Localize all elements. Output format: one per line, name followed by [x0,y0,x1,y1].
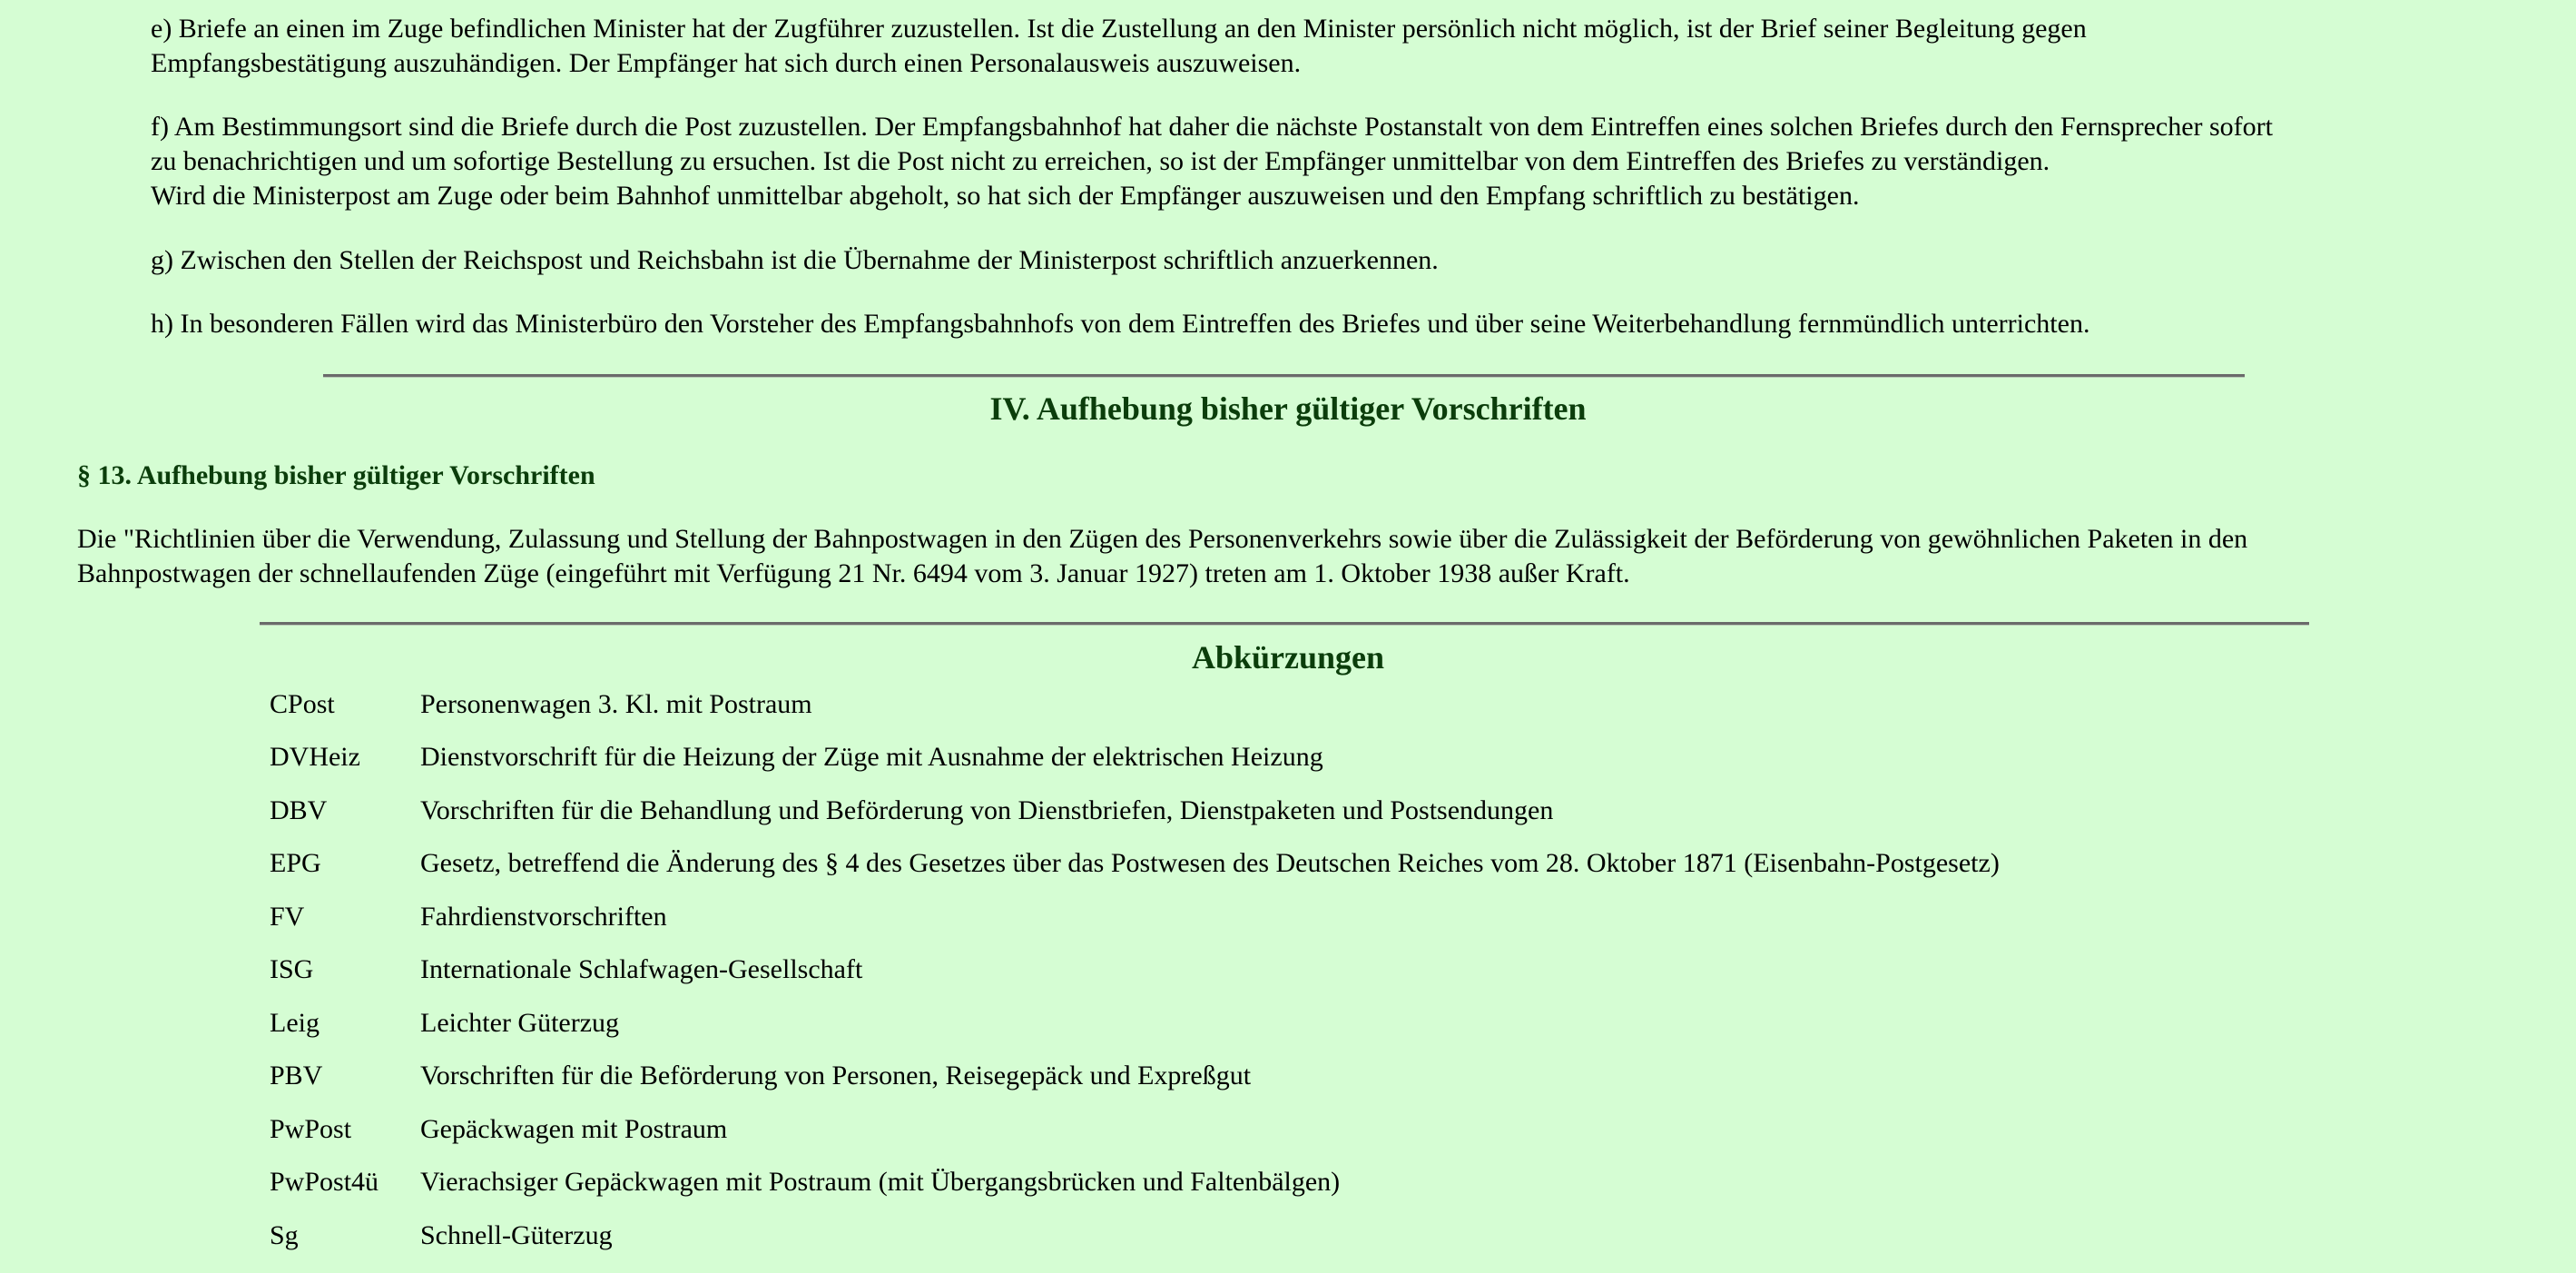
abbreviation-meaning: Dienstvorschrift für die Heizung der Züge mit Ausnahme der elektrischen Heizung [420,742,1323,772]
abbreviation-key: CPost [270,689,335,719]
abbreviation-key: EPG [270,848,321,878]
paragraph-text-line-1: Die "Richtlinien über die Verwendung, Zulassung und Stellung der Bahnpostwagen in den Zügen des Personenverkehrs sowie über die Zulässigkeit der Beförderung von gewöhnlichen Paketen in den [77,524,2248,554]
abbreviation-key: FV [270,902,305,932]
abbreviation-meaning: Vierachsiger Gepäckwagen mit Postraum (mit Übergangsbrücken und Faltenbälgen) [420,1167,1341,1197]
item-f [151,110,2273,213]
paragraph-text [77,522,2247,591]
abbreviation-meaning: Internationale Schlafwagen-Gesellschaft [420,954,863,984]
paragraph-text-line-2: Bahnpostwagen der schnellaufenden Züge (eingeführt mit Verfügung 21 Nr. 6494 vom 3. Januar 1927) treten am 1. Oktober 1938 außer Kraft. [77,558,1630,588]
abbreviation-key: Leig [270,1008,320,1038]
abbreviation-meaning: Gepäckwagen mit Postraum [420,1114,728,1144]
abbreviation-meaning: Fahrdienstvorschriften [420,902,667,932]
item-e-line-2: Empfangsbestätigung auszuhändigen. Der Empfänger hat sich durch einen Personalausweis auszuweisen. [151,48,1302,78]
item-h: h) In besonderen Fällen wird das Ministerbüro den Vorsteher des Empfangsbahnhofs von dem Eintreffen des Briefes und über seine Weiterbehandlung fernmündlich unterrichten. [151,309,2090,339]
abbreviation-key: PwPost4ü [270,1167,379,1197]
item-f-line-2: zu benachrichtigen und um sofortige Bestellung zu ersuchen. Ist die Post nicht zu erreichen, so ist der Empfänger unmittelbar von dem Eintreffen des Briefes zu verständigen. [151,146,2050,176]
item-g: g) Zwischen den Stellen der Reichspost und Reichsbahn ist die Übernahme der Ministerpost schriftlich anzuerkennen. [151,245,1439,275]
item-f-line-3: Wird die Ministerpost am Zuge oder beim Bahnhof unmittelbar abgeholt, so hat sich der Empfänger auszuweisen und den Empfang schriftlich zu bestätigen. [151,181,1860,211]
abbreviation-key: PBV [270,1061,323,1090]
abbreviations-divider [260,622,2309,626]
abbreviation-meaning: Leichter Güterzug [420,1008,620,1038]
section-divider [323,374,2245,378]
section-title: IV. Aufhebung bisher gültiger Vorschriften [989,390,1587,427]
abbreviations-title: Abkürzungen [1191,639,1385,676]
abbreviation-meaning: Gesetz, betreffend die Änderung des § 4 des Gesetzes über das Postwesen des Deutschen Reiches vom 28. Oktober 1871 (Eisenbahn-Postgesetz) [420,848,2000,878]
abbreviation-key: DVHeiz [270,742,360,772]
paragraph-heading: § 13. Aufhebung bisher gültiger Vorschriften [77,460,595,490]
abbreviation-meaning: Vorschriften für die Behandlung und Beförderung von Dienstbriefen, Dienstpaketen und Postsendungen [420,795,1554,825]
abbreviation-key: ISG [270,954,314,984]
abbreviation-meaning: Personenwagen 3. Kl. mit Postraum [420,689,812,719]
item-e-line-1: e) Briefe an einen im Zuge befindlichen Minister hat der Zugführer zuzustellen. Ist die Zustellung an den Minister persönlich nicht möglich, ist der Brief seiner Begleitung gegen [151,14,2087,44]
abbreviation-meaning: Schnell-Güterzug [420,1220,613,1250]
abbreviation-key: PwPost [270,1114,352,1144]
abbreviation-key: Sg [270,1220,299,1250]
item-e [151,12,2087,81]
item-f-line-1: f) Am Bestimmungsort sind die Briefe durch die Post zuzustellen. Der Empfangsbahnhof hat daher die nächste Postanstalt von dem Eintreffen eines solchen Briefes durch den Fernsprecher sofort [151,112,2273,142]
abbreviation-meaning: Vorschriften für die Beförderung von Personen, Reisegepäck und Expreßgut [420,1061,1252,1090]
abbreviation-key: DBV [270,795,328,825]
